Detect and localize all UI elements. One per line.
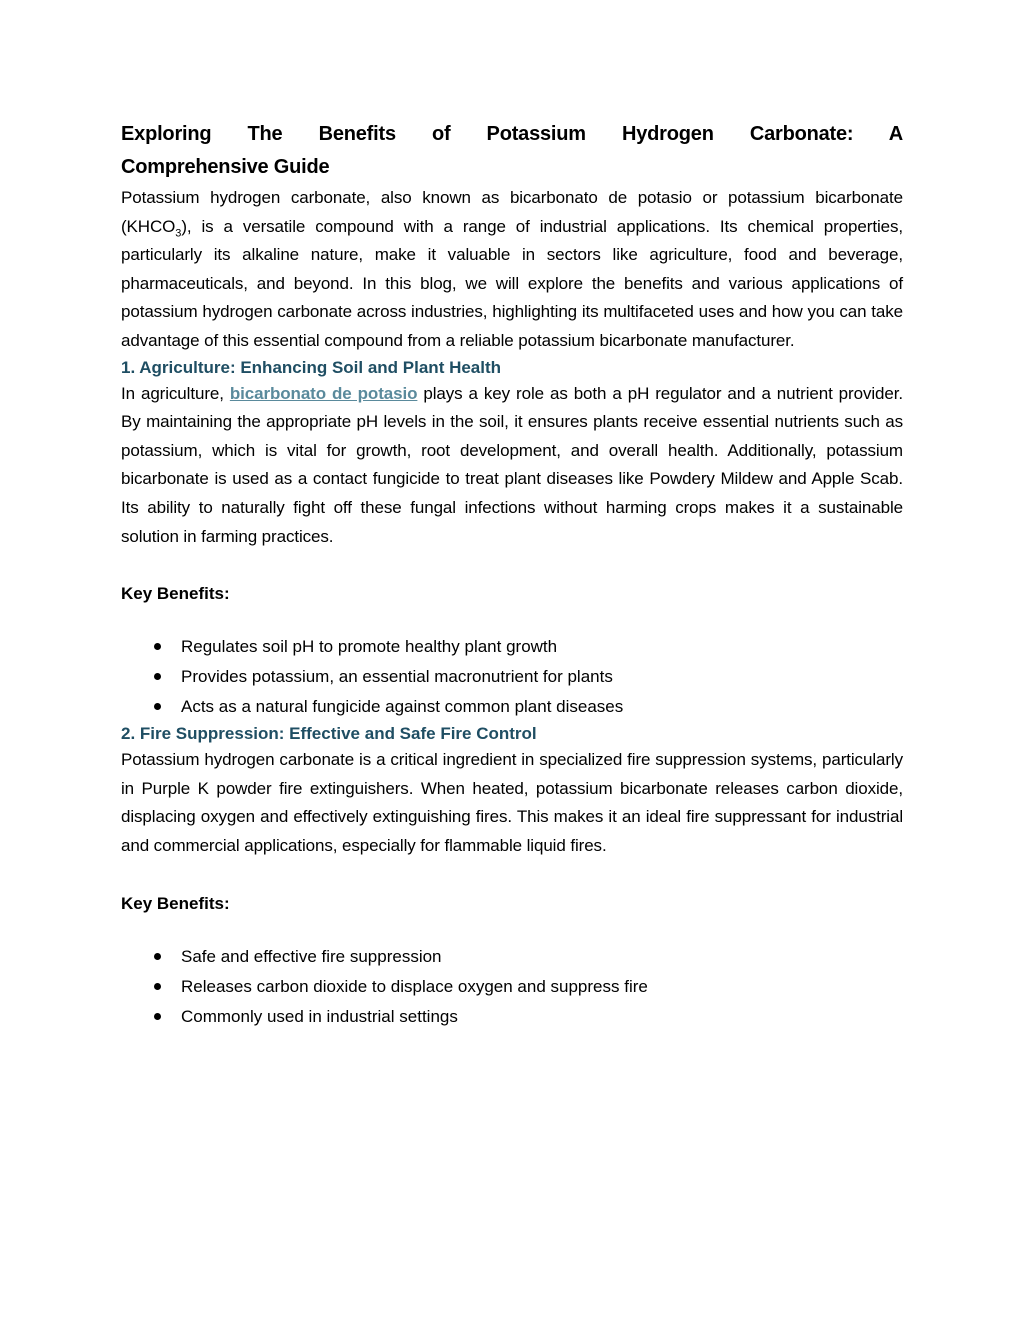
list-item	[121, 1002, 903, 1032]
bullet-icon	[154, 703, 161, 710]
key-benefits-label: Key Benefits:	[121, 584, 230, 604]
agriculture-benefits-list	[121, 632, 903, 722]
page-title	[121, 118, 903, 184]
agriculture-text-after-link: plays a key role as both a pH regulator and a nutrient provider. By maintaining the appropriate pH levels in the soil, it ensures plants receive essential nutrients such as potassium, which is vital for growth, root development, and overall health. Additionally, potassium bicarbonate is used as a contact fungicide to treat plant diseases like Powdery Mildew and Apple Scab. Its ability to naturally fight off these fungal infections without harming crops makes it a sustainable solution in farming practices.	[121, 383, 903, 546]
subscript-3: 3	[175, 226, 182, 239]
intro-paragraph	[121, 184, 903, 356]
fire-suppression-benefits-list	[121, 942, 903, 1032]
list-item-text: Acts as a natural fungicide against common plant diseases	[181, 697, 624, 717]
list-item	[121, 972, 903, 1002]
section-heading-fire-suppression: 2. Fire Suppression: Effective and Safe Fire Control	[121, 724, 537, 744]
bullet-icon	[154, 673, 161, 680]
bullet-icon	[154, 1013, 161, 1020]
list-item-text: Regulates soil pH to promote healthy plant growth	[181, 637, 558, 657]
key-benefits-label: Key Benefits:	[121, 893, 230, 913]
list-item	[121, 942, 903, 972]
bullet-icon	[154, 983, 161, 990]
list-item-text: Releases carbon dioxide to displace oxygen and suppress fire	[181, 976, 648, 996]
section-heading-agriculture: 1. Agriculture: Enhancing Soil and Plant Health	[121, 357, 502, 377]
title-line-1: Exploring The Benefits of Potassium Hydrogen Carbonate: A	[121, 123, 903, 145]
intro-text-part2: ), is a versatile compound with a range of industrial applications. Its chemical properties, particularly its alkaline nature, make it valuable in sectors like agriculture, food and beverage, pharmaceuticals, and beyond. In this blog, we will explore the benefits and various applications of potassium hydrogen carbonate across industries, highlighting its multifaceted uses and how you can take advantage of this essential compound from a reliable potassium bicarbonate manufacturer.	[121, 216, 903, 350]
bullet-icon	[154, 953, 161, 960]
title-line-2: Comprehensive Guide	[121, 156, 330, 178]
list-item	[121, 662, 903, 692]
bicarbonato-de-potasio-link[interactable]: bicarbonato de potasio	[229, 383, 418, 403]
fire-suppression-paragraph: Potassium hydrogen carbonate is a critical ingredient in specialized fire suppression systems, particularly in Purple K powder fire extinguishers. When heated, potassium bicarbonate releases carbon dioxide, displacing oxygen and effectively extinguishing fires. This makes it an ideal fire suppressant for industrial and commercial applications, especially for flammable liquid fires.	[121, 750, 903, 855]
list-item	[121, 692, 903, 722]
bullet-icon	[154, 643, 161, 650]
list-item-text: Safe and effective fire suppression	[181, 946, 442, 966]
intro-text-part1: Potassium hydrogen carbonate, also known as bicarbonato de potasio or potassium bicarbonate (KHCO	[121, 188, 903, 236]
list-item-text: Commonly used in industrial settings	[181, 1006, 458, 1026]
document-page	[121, 118, 903, 1032]
agriculture-paragraph	[121, 380, 903, 552]
list-item	[121, 632, 903, 662]
agriculture-text-before-link: In agriculture,	[121, 383, 230, 403]
list-item-text: Provides potassium, an essential macronutrient for plants	[181, 667, 613, 687]
